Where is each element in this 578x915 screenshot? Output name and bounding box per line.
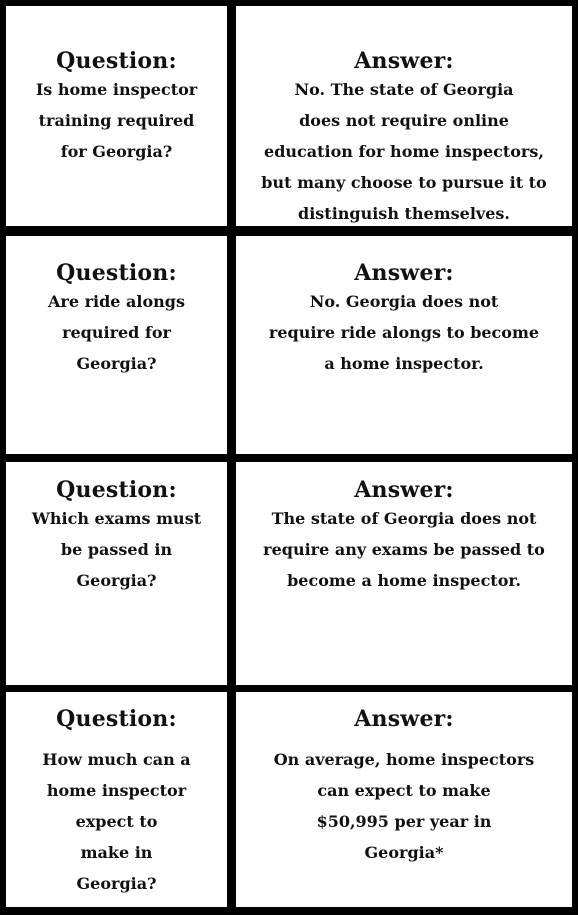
answer-line: but many choose to pursue it to — [261, 173, 547, 193]
answer-line: can expect to make — [317, 781, 491, 801]
answer-line: $50,995 per year in — [316, 812, 492, 832]
question-card-3 — [6, 462, 227, 685]
answer-line: does not require online — [299, 111, 509, 131]
answer-line: The state of Georgia does not — [271, 509, 537, 529]
answer-card-1 — [236, 6, 572, 226]
question-line: Which exams must — [31, 509, 202, 529]
answer-heading: Answer: — [354, 260, 454, 286]
question-heading: Question: — [56, 706, 177, 732]
question-text — [6, 503, 227, 596]
question-line: home inspector — [46, 781, 187, 801]
question-line: expect to — [75, 812, 158, 832]
question-text — [6, 744, 227, 899]
question-line: Georgia? — [76, 354, 157, 374]
answer-card-3 — [236, 462, 572, 685]
question-line: required for — [62, 323, 171, 343]
answer-text — [236, 286, 572, 379]
question-text — [6, 286, 227, 379]
question-heading: Question: — [56, 477, 177, 503]
answer-card-4 — [236, 692, 572, 907]
question-card-1 — [6, 6, 227, 226]
answer-line: become a home inspector. — [287, 571, 521, 591]
answer-line: On average, home inspectors — [273, 750, 535, 770]
question-line: Georgia? — [76, 571, 157, 591]
answer-line: Georgia* — [364, 843, 444, 863]
question-card-4 — [6, 692, 227, 907]
answer-heading: Answer: — [354, 706, 454, 732]
answer-text — [236, 744, 572, 868]
answer-heading: Answer: — [354, 48, 454, 74]
question-line: Are ride alongs — [48, 292, 185, 312]
answer-text — [236, 503, 572, 596]
question-line: How much can a — [42, 750, 191, 770]
question-line: training required — [38, 111, 195, 131]
answer-line: No. The state of Georgia — [294, 80, 514, 100]
question-text — [6, 74, 227, 167]
question-line: make in — [80, 843, 153, 863]
answer-line: a home inspector. — [324, 354, 484, 374]
question-card-2 — [6, 236, 227, 454]
question-line: Is home inspector — [35, 80, 198, 100]
question-heading: Question: — [56, 48, 177, 74]
question-heading: Question: — [56, 260, 177, 286]
answer-text — [236, 74, 572, 229]
question-line: be passed in — [60, 540, 173, 560]
answer-line: require any exams be passed to — [263, 540, 545, 560]
answer-line: No. Georgia does not — [309, 292, 499, 312]
question-line: for Georgia? — [60, 142, 173, 162]
question-line: Georgia? — [76, 874, 157, 894]
answer-card-2 — [236, 236, 572, 454]
answer-line: require ride alongs to become — [268, 323, 540, 343]
answer-heading: Answer: — [354, 477, 454, 503]
answer-line: distinguish themselves. — [298, 204, 510, 224]
answer-line: education for home inspectors, — [264, 142, 544, 162]
